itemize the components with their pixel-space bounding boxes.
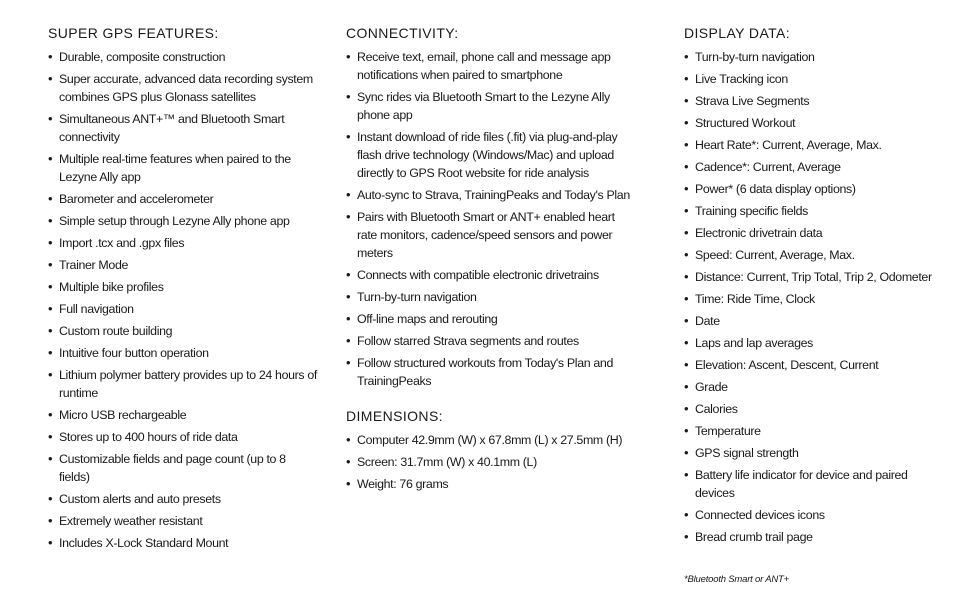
list-item: • Connected devices icons <box>684 506 944 524</box>
connectivity-heading: CONNECTIVITY: <box>346 25 459 41</box>
list-item: • Time: Ride Time, Clock <box>684 290 944 308</box>
list-item: • Battery life indicator for device and paired devices <box>684 466 944 502</box>
list-item: • Instant download of ride files (.fit) via plug-and-play flash drive technology (Windows/Mac) and upload directly to GPS Root website for ride analysis <box>346 128 636 182</box>
list-item: • Trainer Mode <box>48 256 318 274</box>
list-item: • Weight: 76 grams <box>346 475 636 493</box>
list-item: • Calories <box>684 400 944 418</box>
list-item: • Laps and lap averages <box>684 334 944 352</box>
list-item: • GPS signal strength <box>684 444 944 462</box>
list-item: • Custom route building <box>48 322 318 340</box>
list-item: • Off-line maps and rerouting <box>346 310 636 328</box>
list-item: • Temperature <box>684 422 944 440</box>
list-item: • Cadence*: Current, Average <box>684 158 944 176</box>
list-item: • Includes X-Lock Standard Mount <box>48 534 318 552</box>
list-item: • Follow starred Strava segments and routes <box>346 332 636 350</box>
dimensions-heading: DIMENSIONS: <box>346 408 443 424</box>
list-item: • Receive text, email, phone call and message app notifications when paired to smartphone <box>346 48 636 84</box>
list-item: • Durable, composite construction <box>48 48 318 66</box>
list-item: • Follow structured workouts from Today's Plan and TrainingPeaks <box>346 354 636 390</box>
list-item: • Multiple bike profiles <box>48 278 318 296</box>
list-item: • Date <box>684 312 944 330</box>
list-item: • Speed: Current, Average, Max. <box>684 246 944 264</box>
display-list <box>684 48 944 546</box>
list-item: • Extremely weather resistant <box>48 512 318 530</box>
display-heading: DISPLAY DATA: <box>684 25 791 41</box>
list-item: • Grade <box>684 378 944 396</box>
list-item: • Customizable fields and page count (up to 8 fields) <box>48 450 318 486</box>
list-item: • Sync rides via Bluetooth Smart to the Lezyne Ally phone app <box>346 88 636 124</box>
list-item: • Full navigation <box>48 300 318 318</box>
features-column <box>48 24 318 556</box>
list-item: • Strava Live Segments <box>684 92 944 110</box>
list-item: • Distance: Current, Trip Total, Trip 2, Odometer <box>684 268 944 286</box>
list-item: • Heart Rate*: Current, Average, Max. <box>684 136 944 154</box>
list-item: • Auto-sync to Strava, TrainingPeaks and Today's Plan <box>346 186 636 204</box>
list-item: • Custom alerts and auto presets <box>48 490 318 508</box>
list-item: • Power* (6 data display options) <box>684 180 944 198</box>
list-item: • Elevation: Ascent, Descent, Current <box>684 356 944 374</box>
footnote: *Bluetooth Smart or ANT+ <box>684 574 789 585</box>
connectivity-column <box>346 24 636 497</box>
connectivity-list <box>346 48 636 390</box>
list-item: • Electronic drivetrain data <box>684 224 944 242</box>
list-item: • Structured Workout <box>684 114 944 132</box>
dimensions-list <box>346 431 636 493</box>
list-item: • Intuitive four button operation <box>48 344 318 362</box>
list-item: • Barometer and accelerometer <box>48 190 318 208</box>
list-item: • Screen: 31.7mm (W) x 40.1mm (L) <box>346 453 636 471</box>
list-item: • Simultaneous ANT+™ and Bluetooth Smart connectivity <box>48 110 318 146</box>
list-item: • Super accurate, advanced data recording system combines GPS plus Glonass satellites <box>48 70 318 106</box>
list-item: • Multiple real-time features when paired to the Lezyne Ally app <box>48 150 318 186</box>
list-item: • Simple setup through Lezyne Ally phone app <box>48 212 318 230</box>
list-item: • Stores up to 400 hours of ride data <box>48 428 318 446</box>
list-item: • Live Tracking icon <box>684 70 944 88</box>
list-item: • Pairs with Bluetooth Smart or ANT+ enabled heart rate monitors, cadence/speed sensors and power meters <box>346 208 636 262</box>
list-item: • Computer 42.9mm (W) x 67.8mm (L) x 27.5mm (H) <box>346 431 636 449</box>
features-heading: SUPER GPS FEATURES: <box>48 25 219 41</box>
list-item: • Connects with compatible electronic drivetrains <box>346 266 636 284</box>
list-item: • Lithium polymer battery provides up to 24 hours of runtime <box>48 366 318 402</box>
list-item: • Turn-by-turn navigation <box>684 48 944 66</box>
features-list <box>48 48 318 552</box>
list-item: • Import .tcx and .gpx files <box>48 234 318 252</box>
list-item: • Turn-by-turn navigation <box>346 288 636 306</box>
list-item: • Training specific fields <box>684 202 944 220</box>
list-item: • Micro USB rechargeable <box>48 406 318 424</box>
list-item: • Bread crumb trail page <box>684 528 944 546</box>
display-column <box>684 24 944 550</box>
